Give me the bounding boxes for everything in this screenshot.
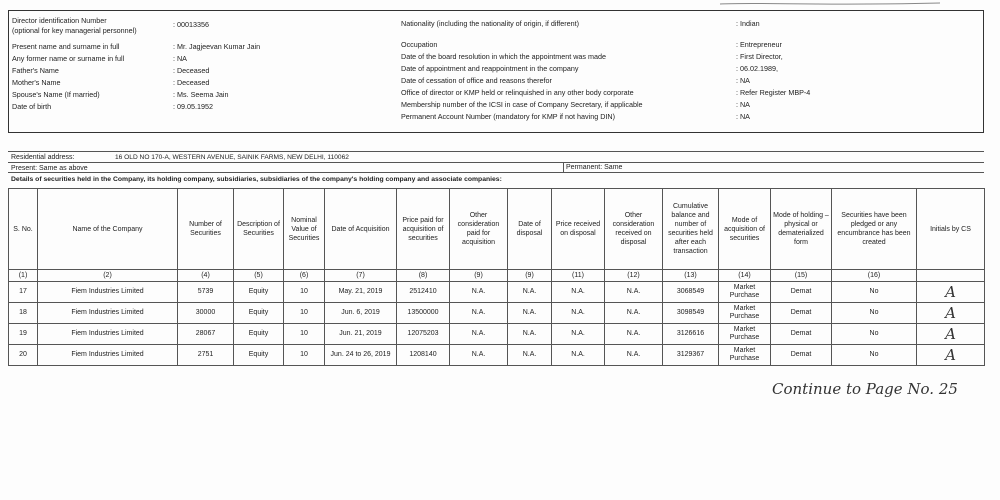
table-cell: N.A. — [508, 324, 552, 345]
personal-right-value: : NA — [736, 112, 750, 121]
personal-left-value: : Deceased — [173, 66, 210, 75]
column-number: (9) — [450, 270, 508, 282]
personal-left-label: Any former name or surname in full — [12, 54, 125, 63]
column-number: (9) — [508, 270, 552, 282]
personal-right-label: Membership number of the ICSI in case of Company Secretary, if applicable — [401, 100, 643, 109]
residential-address-label: Residential address: — [11, 154, 75, 161]
table-cell: 3068549 — [663, 282, 719, 303]
table-cell: 30000 — [178, 303, 234, 324]
table-cell: 13500000 — [397, 303, 450, 324]
table-cell: Jun. 24 to 26, 2019 — [325, 345, 397, 366]
table-row — [9, 324, 985, 345]
table-cell: 19 — [9, 324, 38, 345]
top-handwritten-scribble — [700, 0, 960, 8]
personal-left-label: Present name and surname in full — [12, 42, 120, 51]
column-number — [917, 270, 985, 282]
address-top-border — [8, 151, 984, 152]
personal-left-value: : 00013356 — [173, 20, 209, 29]
personal-info-box — [8, 10, 984, 133]
table-cell: N.A. — [450, 324, 508, 345]
table-cell: N.A. — [605, 303, 663, 324]
column-number: (8) — [397, 270, 450, 282]
personal-left-label: Mother's Name — [12, 78, 61, 87]
table-cell: 10 — [284, 282, 325, 303]
table-cell: N.A. — [605, 324, 663, 345]
personal-left-value: : Ms. Seema Jain — [173, 90, 229, 99]
personal-right-value: : NA — [736, 76, 750, 85]
personal-right-label: Office of director or KMP held or relinquished in any other body corporate — [401, 88, 634, 97]
present-address: Present: Same as above — [11, 165, 88, 172]
table-cell: Fiem Industries Limited — [38, 324, 178, 345]
table-cell: 28067 — [178, 324, 234, 345]
table-cell: N.A. — [552, 345, 605, 366]
personal-left-value: : 09.05.1952 — [173, 102, 213, 111]
table-row — [9, 282, 985, 303]
table-cell: 10 — [284, 303, 325, 324]
column-number: (5) — [234, 270, 284, 282]
table-cell: No — [832, 303, 917, 324]
table-cell: 2512410 — [397, 282, 450, 303]
initials-cell: A — [917, 303, 985, 324]
table-cell: 10 — [284, 345, 325, 366]
personal-right-label: Permanent Account Number (mandatory for KMP if not having DIN) — [401, 112, 615, 121]
table-cell: N.A. — [552, 303, 605, 324]
table-cell: Market Purchase — [719, 282, 771, 303]
table-cell: Market Purchase — [719, 345, 771, 366]
residential-address-value: 16 OLD NO 170-A, WESTERN AVENUE, SAINIK FARMS, NEW DELHI, 110062 — [115, 154, 349, 161]
column-header: Cumulative balance and number of securities held after each transaction — [663, 189, 719, 270]
table-cell: Market Purchase — [719, 324, 771, 345]
handwritten-continuation-note: Continue to Page No. 25 — [772, 380, 958, 398]
table-number-row — [9, 270, 985, 282]
table-cell: No — [832, 324, 917, 345]
permanent-divider — [563, 162, 564, 172]
column-number: (15) — [771, 270, 832, 282]
table-cell: Equity — [234, 282, 284, 303]
column-number: (6) — [284, 270, 325, 282]
initials-cell: A — [917, 324, 985, 345]
table-cell: N.A. — [508, 345, 552, 366]
table-row — [9, 345, 985, 366]
securities-table — [8, 188, 985, 366]
column-header: Price paid for acquisition of securities — [397, 189, 450, 270]
column-number: (14) — [719, 270, 771, 282]
column-number: (2) — [38, 270, 178, 282]
table-cell: Equity — [234, 324, 284, 345]
initials-cell: A — [917, 282, 985, 303]
column-header: Number of Securities — [178, 189, 234, 270]
table-cell: Jun. 21, 2019 — [325, 324, 397, 345]
table-cell: N.A. — [552, 324, 605, 345]
table-cell: 12075203 — [397, 324, 450, 345]
personal-left-label: Date of birth — [12, 102, 52, 111]
table-cell: Jun. 6, 2019 — [325, 303, 397, 324]
table-cell: No — [832, 282, 917, 303]
initials-cell: A — [917, 345, 985, 366]
column-number: (13) — [663, 270, 719, 282]
personal-left-label: Spouse's Name (If married) — [12, 90, 100, 99]
personal-right-value: : First Director, — [736, 52, 783, 61]
personal-right-value: : 06.02.1989, — [736, 64, 778, 73]
table-cell: N.A. — [605, 282, 663, 303]
personal-right-label: Date of cessation of office and reasons therefor — [401, 76, 552, 85]
table-cell: N.A. — [605, 345, 663, 366]
address-mid-border — [8, 162, 984, 163]
table-cell: N.A. — [552, 282, 605, 303]
table-cell: 5739 — [178, 282, 234, 303]
table-cell: Fiem Industries Limited — [38, 345, 178, 366]
column-header: S. No. — [9, 189, 38, 270]
securities-heading: Details of securities held in the Company, its holding company, subsidiaries, subsidiaries of the company's holding company and associate companies: — [11, 176, 502, 183]
table-cell: N.A. — [508, 303, 552, 324]
column-number: (7) — [325, 270, 397, 282]
table-cell: Fiem Industries Limited — [38, 282, 178, 303]
table-cell: Fiem Industries Limited — [38, 303, 178, 324]
table-cell: 2751 — [178, 345, 234, 366]
personal-right-label: Occupation — [401, 40, 438, 49]
column-header: Mode of holding – physical or dematerialized form — [771, 189, 832, 270]
column-header: Securities have been pledged or any encumbrance has been created — [832, 189, 917, 270]
column-number: (1) — [9, 270, 38, 282]
column-header: Other consideration received on disposal — [605, 189, 663, 270]
column-header: Name of the Company — [38, 189, 178, 270]
table-cell: 3129367 — [663, 345, 719, 366]
column-number: (12) — [605, 270, 663, 282]
table-cell: N.A. — [450, 345, 508, 366]
table-cell: N.A. — [508, 282, 552, 303]
personal-right-value: : Entrepreneur — [736, 40, 782, 49]
column-number: (16) — [832, 270, 917, 282]
column-number: (11) — [552, 270, 605, 282]
column-header: Other consideration paid for acquisition — [450, 189, 508, 270]
table-cell: Equity — [234, 345, 284, 366]
column-header: Initials by CS — [917, 189, 985, 270]
personal-right-value: : NA — [736, 100, 750, 109]
table-cell: No — [832, 345, 917, 366]
personal-left-label: Director identification Number (optional for key managerial personnel) — [12, 16, 137, 35]
column-header: Price received on disposal — [552, 189, 605, 270]
table-cell: N.A. — [450, 282, 508, 303]
table-cell: 1208140 — [397, 345, 450, 366]
column-header: Mode of acquisition of securities — [719, 189, 771, 270]
table-cell: 3098549 — [663, 303, 719, 324]
personal-right-value: : Refer Register MBP-4 — [736, 88, 811, 97]
personal-right-label: Date of appointment and reappointment in the company — [401, 64, 579, 73]
column-header: Date of disposal — [508, 189, 552, 270]
personal-left-value: : NA — [173, 54, 187, 63]
table-cell: N.A. — [450, 303, 508, 324]
table-header-row — [9, 189, 985, 270]
personal-left-value: : Mr. Jagjeevan Kumar Jain — [173, 42, 261, 51]
permanent-address: Permanent: Same — [566, 164, 623, 171]
personal-right-value: : Indian — [736, 19, 760, 28]
table-cell: Equity — [234, 303, 284, 324]
column-header: Date of Acquisition — [325, 189, 397, 270]
table-cell: Demat — [771, 345, 832, 366]
column-header: Description of Securities — [234, 189, 284, 270]
personal-left-label: Father's Name — [12, 66, 59, 75]
personal-left-value: : Deceased — [173, 78, 210, 87]
personal-right-label: Nationality (including the nationality of origin, if different) — [401, 19, 580, 28]
table-cell: 10 — [284, 324, 325, 345]
table-cell: 17 — [9, 282, 38, 303]
table-cell: Demat — [771, 303, 832, 324]
table-cell: Demat — [771, 324, 832, 345]
table-cell: Market Purchase — [719, 303, 771, 324]
table-cell: 18 — [9, 303, 38, 324]
table-cell: Demat — [771, 282, 832, 303]
personal-right-label: Date of the board resolution in which the appointment was made — [401, 52, 606, 61]
table-cell: 20 — [9, 345, 38, 366]
table-cell: May. 21, 2019 — [325, 282, 397, 303]
table-row — [9, 303, 985, 324]
table-cell: 3126616 — [663, 324, 719, 345]
column-number: (4) — [178, 270, 234, 282]
address-bottom-border — [8, 172, 984, 173]
column-header: Nominal Value of Securities — [284, 189, 325, 270]
